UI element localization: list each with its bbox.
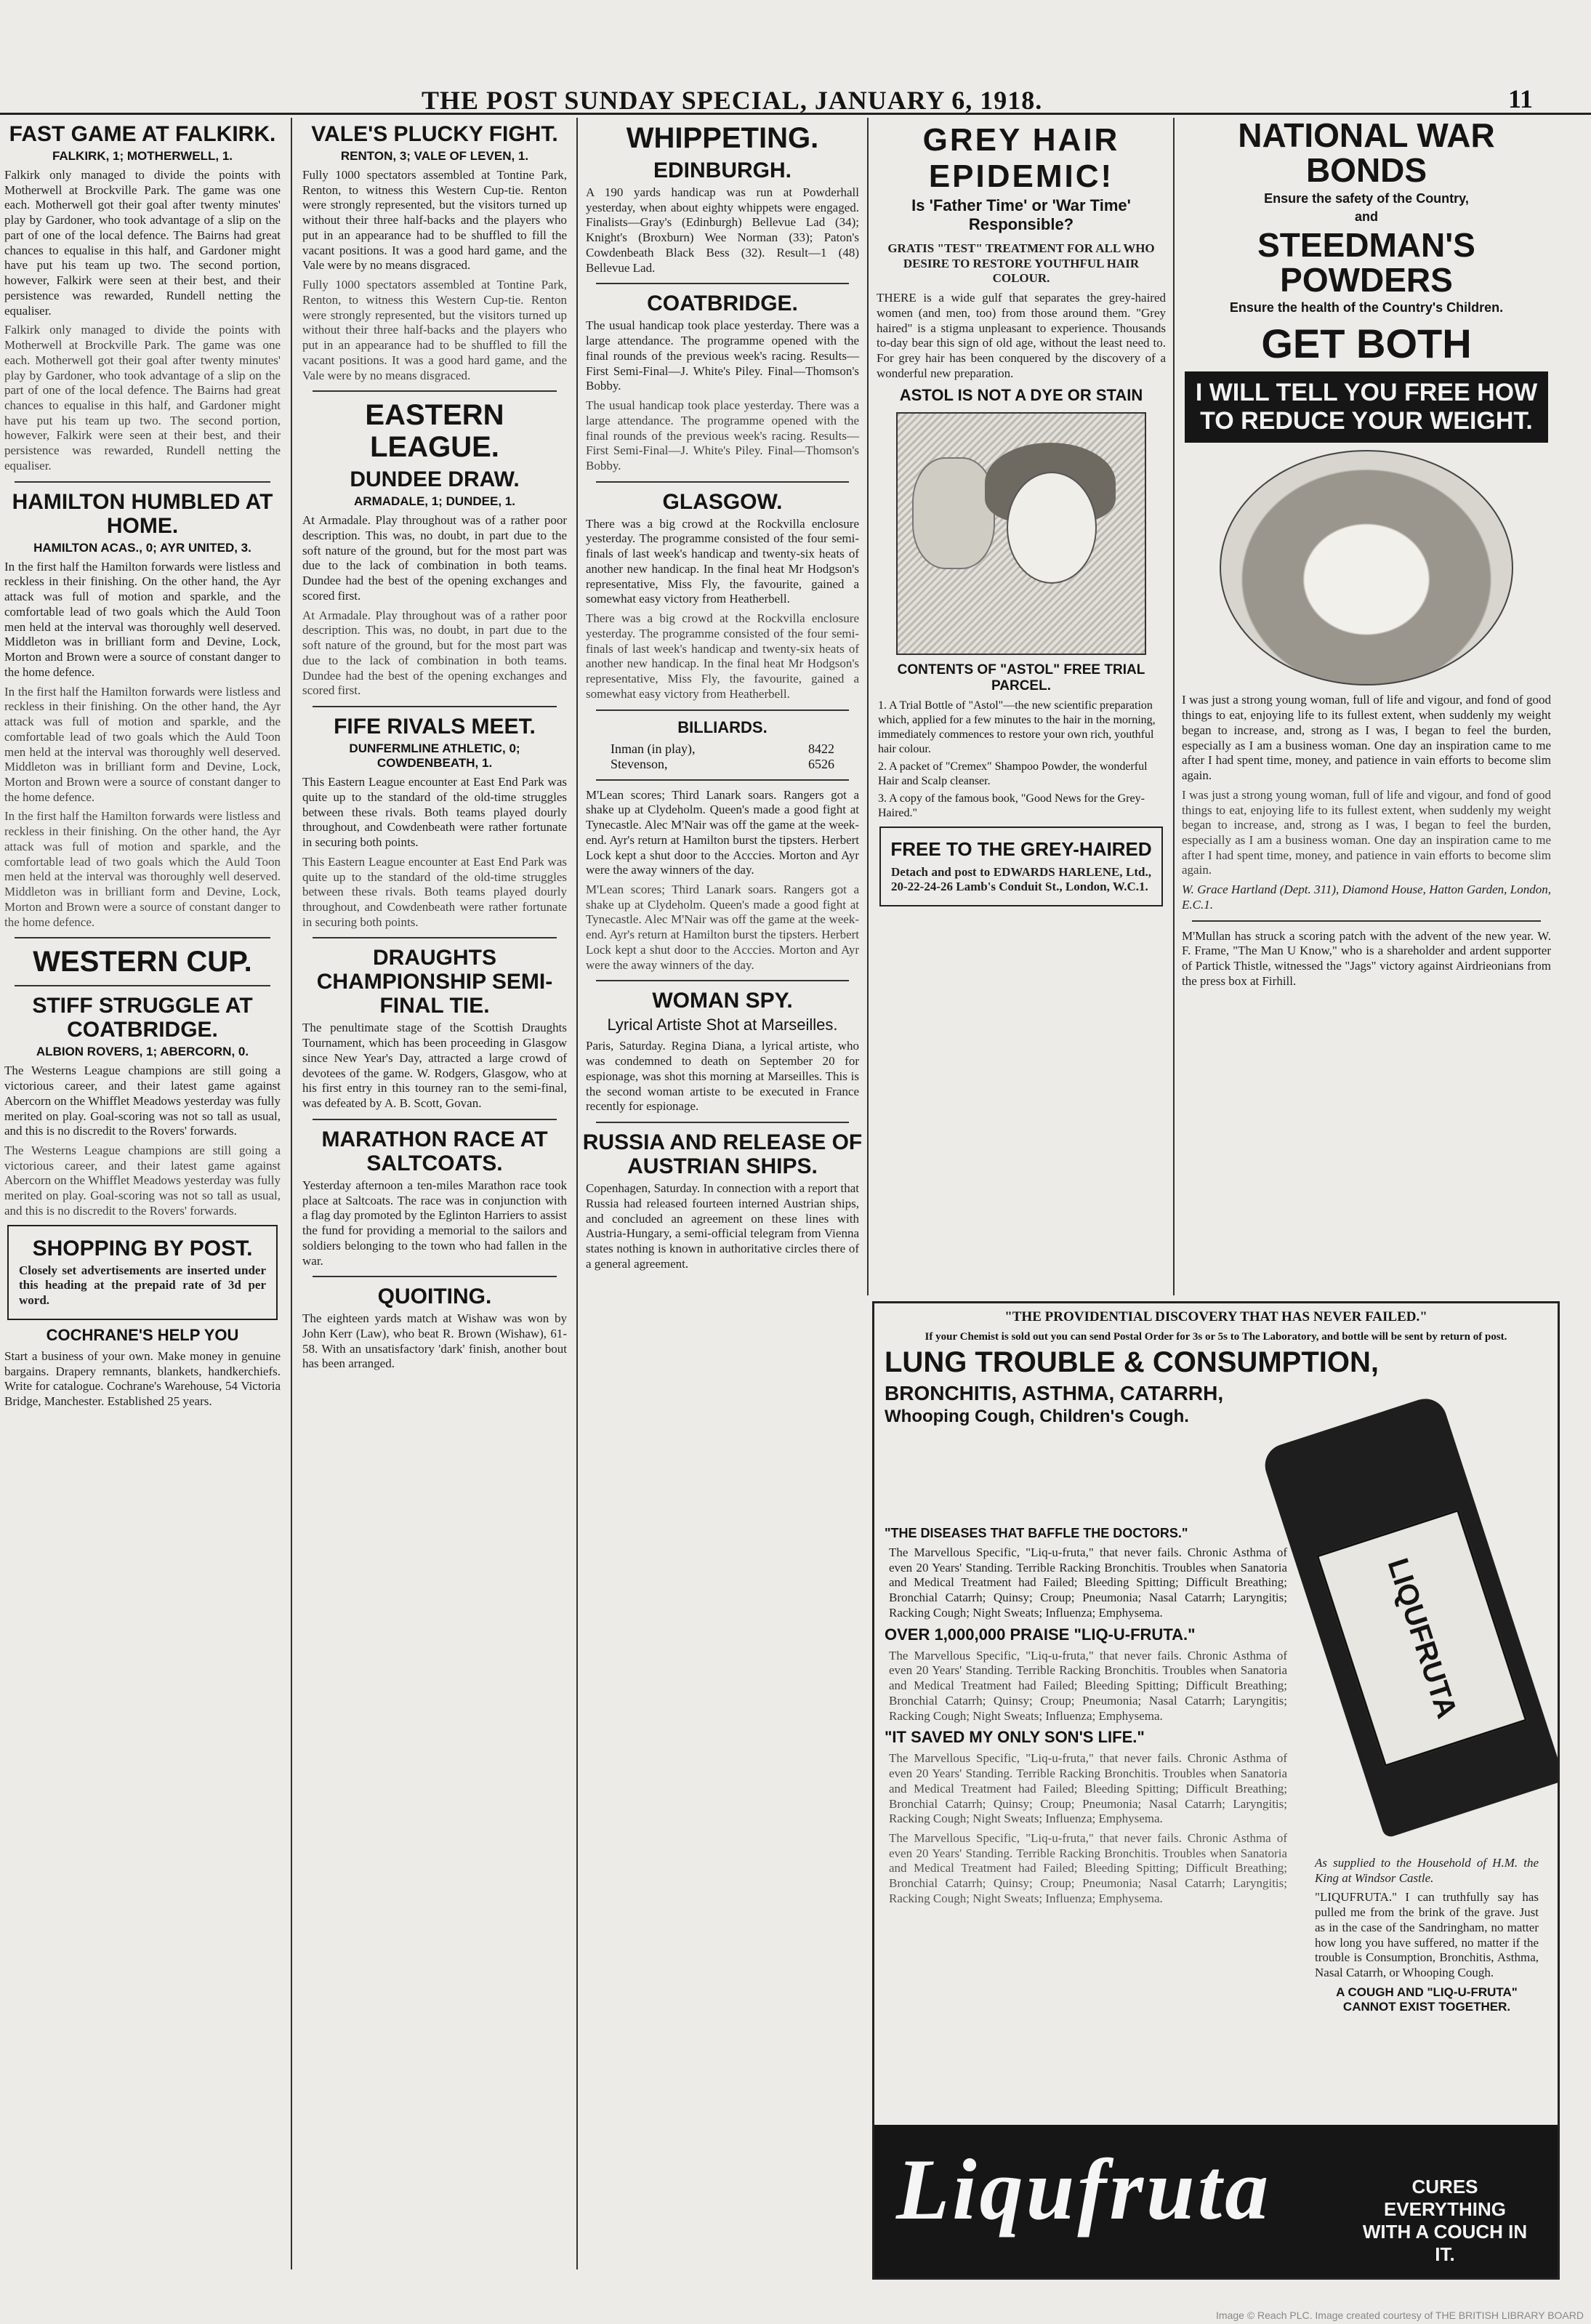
article-coatbridge: The Westerns League champions are still going a victorious career, and their latest game against Abercorn on the Whifflet Meadows yesterday was fully merited on play. Goal-scoring was not so tall as usual, and this is no discredit to the Rovers' forwards. bbox=[4, 1064, 281, 1138]
list-item: 3. A copy of the famous book, "Good News for the Grey-Haired." bbox=[878, 792, 1145, 819]
headline-billiards: BILLIARDS. bbox=[677, 717, 768, 736]
steedman-title: STEEDMAN'S POWDERS bbox=[1257, 225, 1475, 299]
headline-fife: FIFE RIVALS MEET. bbox=[334, 715, 536, 739]
divider bbox=[596, 980, 849, 981]
headline-western-cup: WESTERN CUP. bbox=[33, 946, 252, 978]
bottle-illustration bbox=[1260, 1394, 1560, 1839]
score-fife: DUNFERMLINE ATHLETIC, 0; COWDENBEATH, 1. bbox=[349, 741, 520, 771]
ad-coupon-address: Detach and post to EDWARDS HARLENE, Ltd., 20-22-24-26 Lamb's Conduit St., London, W.C.1. bbox=[891, 864, 1151, 894]
article-falkirk: Falkirk only managed to divide the points with Motherwell at Brockville Park. The game was one each. Motherwell got their goal after twenty minutes' play by Gardoner, who took advantage of a slip on the part of one of the local defence. The Bairns had great chances to equalise in this half, and Gardoner might have put his team up two. The second portion, however, Falkirk were seen at their best, and their persistence was rewarded, Rundell netting the equaliser. bbox=[4, 323, 281, 473]
article-fife: This Eastern League encounter at East End Park was quite up to the standard of the old-time struggles between these rivals. Both teams played dourly throughout, and Cowdenbeath were rather fortunate in securing both points. bbox=[302, 854, 567, 929]
article-falkirk: Falkirk only managed to divide the points with Motherwell at Brockville Park. The game was one each. Motherwell got their goal after twenty minutes' play by Gardoner, who took advantage of a slip on the part of one of the local defence. The Bairns had great chances to equalise in this half, and Gardoner might have put his team up two. The second portion, however, Falkirk were seen at their best, and their persistence was rewarded, Rundell netting the equaliser. bbox=[4, 168, 281, 318]
lq-sub2: Whooping Cough, Children's Cough. bbox=[885, 1407, 1189, 1426]
weight-ad-portrait bbox=[1220, 450, 1513, 685]
ad-astol-note: ASTOL IS NOT A DYE OR STAIN bbox=[899, 385, 1143, 404]
divider bbox=[596, 709, 849, 711]
lq-top-line: "THE PROVIDENTIAL DISCOVERY THAT HAS NEVER FAILED." bbox=[1004, 1309, 1427, 1324]
ad-war-bonds bbox=[1177, 118, 1555, 1383]
bonds-line: Ensure the safety of the Country, bbox=[1264, 190, 1469, 206]
headline-marathon: MARATHON RACE AT SALTCOATS. bbox=[321, 1127, 548, 1175]
lq-top-note: If your Chemist is sold out you can send Postal Order for 3s or 5s to The Laboratory, and bottle will be sent by return of post. bbox=[925, 1331, 1507, 1343]
headline-coatbridge: STIFF STRUGGLE AT COATBRIDGE. bbox=[32, 994, 253, 1042]
headline-whippeting: WHIPPETING. bbox=[626, 122, 819, 154]
lq-brand-banner bbox=[874, 2125, 1558, 2277]
headline-edinburgh: EDINBURGH. bbox=[653, 158, 792, 182]
shopping-note: Closely set advertisements are inserted under this heading at the prepaid rate of 3d per word. bbox=[19, 1263, 266, 1308]
ad-grey-hair bbox=[872, 118, 1170, 1397]
article-edinburgh: A 190 yards handicap was run at Powderhall yesterday, when about eighty whippets were engaged. Finalists—Gray's (Edinburgh) Bellevue Lad (34); Knight's (Broxburn) Wee Norman (33); Paton's Cowdenbeath Black Bess (32). Result—1 (48) Bellevue Lad. bbox=[586, 185, 859, 275]
column-1 bbox=[0, 118, 285, 2269]
article-glasgow: There was a big crowd at the Rockvilla enclosure yesterday. The programme consisted of the four semi-finals of last week's handicap and twenty-six heats of another new handicap. In the final heat Mr Hodgson's representative, Miss Fly, the favourite, gained a somewhat easy victory from Heatherbell. bbox=[586, 516, 859, 606]
article-hamilton: In the first half the Hamilton forwards were listless and reckless in their finishing. On the other hand, the Ayr attack was full of motion and sparkle, and the comfortable lead of two goals which the Auld Toon men held at the interval was thoroughly well deserved. Middleton was in brilliant form and Devine, Lock, Morton and Brown were a source of constant danger to the home defence. bbox=[4, 809, 281, 929]
article-coatbridge-whippets: The usual handicap took place yesterday. There was a large attendance. The programme opened with the final rounds of the previous week's racing. Results—First Semi-Final—J. White's Piley. Final—Thomson's Bobby. bbox=[586, 318, 859, 393]
article-woman-spy: Paris, Saturday. Regina Diana, a lyrical artiste, who was condemned to death on September 20 for espionage, was shot this morning at Marseilles. This is the second woman artiste to be executed in France recently for espionage. bbox=[586, 1039, 859, 1114]
divider bbox=[15, 985, 270, 986]
player-score: 6526 bbox=[808, 756, 834, 771]
headline-quoiting: QUOITING. bbox=[377, 1284, 492, 1309]
column-3 bbox=[581, 118, 863, 2269]
list-item: 1. A Trial Bottle of "Astol"—the new scientific preparation which, applied for a few minutes to the hair in the morning, immediately commences to restore your own rich, youthful hair colour. bbox=[878, 699, 1156, 755]
lq-royal: As supplied to the Household of H.M. the King at Windsor Castle. bbox=[1315, 1856, 1539, 1885]
page-number: 11 bbox=[1507, 84, 1533, 113]
article-hamilton: In the first half the Hamilton forwards were listless and reckless in their finishing. On the other hand, the Ayr attack was full of motion and sparkle, and the comfortable lead of two goals which the Auld Toon men held at the interval was thoroughly well deserved. Middleton was in brilliant form and Devine, Lock, Morton and Brown were a source of constant danger to the home defence. bbox=[4, 559, 281, 679]
lq-sub3: "THE DISEASES THAT BAFFLE THE DOCTORS." bbox=[885, 1526, 1188, 1540]
billiards-row bbox=[611, 741, 834, 757]
score-vale: RENTON, 3; VALE OF LEVEN, 1. bbox=[340, 149, 529, 163]
lq-specific: The Marvellous Specific, "Liq-u-fruta," that never fails. Chronic Asthma of even 20 Years' Standing. Terrible Racking Bronchitis. Troubles when Sanatoria and Medical Treatment had Failed; Bleeding Spitting; Difficult Breathing; Bronchial Catarrh; Quinsy; Croup; Pneumonia; Nasal Catarrh; Laryngitis; Racking Cough; Night Sweats; Influenza; Emphysema. bbox=[889, 1648, 1287, 1723]
article-fife: This Eastern League encounter at East End Park was quite up to the standard of the old-time struggles between these rivals. Both teams played dourly throughout, and Cowdenbeath were rather fortunate in securing both points. bbox=[302, 775, 567, 850]
article-dundee: At Armadale. Play throughout was of a rather poor description. This was, no doubt, in part due to the soft nature of the ground, but for the most part was due to the lack of combination in both teams. Dundee had the best of the opening exchanges and scored first. bbox=[302, 608, 567, 698]
ad-grey-headline: GREY HAIR EPIDEMIC! bbox=[922, 122, 1120, 194]
bottle-label-text: LIQUFRUTA bbox=[1381, 1554, 1463, 1722]
ad-cochrane: Start a business of your own. Make money in genuine bargains. Drapery remnants, blankets, handkerchiefs. Write for catalogue. Cochrane's Warehouse, 54 Victoria Bridge, Manchester. Established 25 years. bbox=[4, 1348, 281, 1409]
ad-free-title: FREE TO THE GREY-HAIRED bbox=[890, 837, 1152, 860]
article-notes: M'Lean scores; Third Lanark soars. Rangers got a shake up at Clydeholm. Queen's made a good fight at Tynecastle. Alec M'Nair was off the game at the week-end. Ayr's return at Hamilton burst the tipsters. Herbert Lock kept a shut door to the Acccies. Morton and Ayr were the away winners of the day. bbox=[586, 787, 859, 877]
billiards-scores bbox=[611, 741, 834, 772]
lq-praise: OVER 1,000,000 PRAISE "LIQ-U-FRUTA." bbox=[885, 1625, 1196, 1644]
lq-right bbox=[1310, 1856, 1543, 2019]
headline-dundee: DUNDEE DRAW. bbox=[350, 467, 520, 492]
lq-specific: The Marvellous Specific, "Liq-u-fruta," that never fails. Chronic Asthma of even 20 Years' Standing. Terrible Racking Bronchitis. Troubles when Sanatoria and Medical Treatment had Failed; Bleeding Spitting; Difficult Breathing; Bronchial Catarrh; Quinsy; Croup; Pneumonia; Nasal Catarrh; Laryngitis; Racking Cough; Night Sweats; Influenza; Emphysema. bbox=[889, 1545, 1287, 1620]
subhead-woman-spy: Lyrical Artiste Shot at Marseilles. bbox=[607, 1016, 838, 1034]
article-hamilton: In the first half the Hamilton forwards were listless and reckless in their finishing. On the other hand, the Ayr attack was full of motion and sparkle, and the comfortable lead of two goals which the Auld Toon men held at the interval was thoroughly well deserved. Middleton was in brilliant form and Devine, Lock, Morton and Brown were a source of constant danger to the home defence. bbox=[4, 684, 281, 804]
player-name: Stevenson, bbox=[611, 756, 668, 771]
lq-testimonial: "LIQUFRUTA." I can truthfully say has pulled me from the brink of the grave. Just as in the case of the Sandringham, no matter how long you have suffered, no matter if the trouble is Consumption, Bronchitis, Asthma, Nasal Catarrh, or Whooping Cough. bbox=[1315, 1890, 1539, 1980]
get-both: GET BOTH bbox=[1261, 321, 1472, 367]
lq-couch: A COUGH AND "LIQ-U-FRUTA" CANNOT EXIST TOGETHER. bbox=[1336, 1985, 1518, 2014]
divider bbox=[313, 706, 557, 707]
article-vale: Fully 1000 spectators assembled at Tontine Park, Renton, to witness this Western Cup-tie. Renton were strongly represented, but the visitors turned up without their three half-backs and the players who put in an appearance had to be shuffled to fill the vacant positions. It was a good hard game, and the Vale were by no means disgraced. bbox=[302, 278, 567, 382]
weight-ad-body: I was just a strong young woman, full of life and vigour, and fond of good things to eat, enjoying life to its fullest extent, when suddenly my weight began to increase, and, strong as I was, I began to feel the burden, especially as I am a business woman. One day an inspiration came to me after I had spent time, money, and patience in vain efforts to become slim again. bbox=[1182, 693, 1551, 783]
article-glasgow: There was a big crowd at the Rockvilla enclosure yesterday. The programme consisted of the four semi-finals of last week's handicap and twenty-six heats of another new handicap. In the final heat Mr Hodgson's representative, Miss Fly, the favourite, gained a somewhat easy victory from Heatherbell. bbox=[586, 611, 859, 701]
divider bbox=[313, 937, 557, 938]
weight-ad-body: I was just a strong young woman, full of life and vigour, and fond of good things to eat, enjoying life to its fullest extent, when suddenly my weight began to increase, and, strong as I was, I began to feel the burden, especially as I am a business woman. One day an inspiration came to me after I had spent time, money, and patience in vain efforts to become slim again. bbox=[1182, 787, 1551, 877]
column-rule bbox=[867, 118, 869, 1295]
ad-coupon[interactable] bbox=[879, 827, 1163, 906]
lq-saved: "IT SAVED MY ONLY SON'S LIFE." bbox=[885, 1728, 1145, 1747]
article-draughts: The penultimate stage of the Scottish Draughts Tournament, which has been proceeding in Glasgow since New Year's Day, attracted a large crowd of devotees of the game. W. Rodgers, Glasgow, who at his first entry in this tourney ran to the semi-final, was defeated by A. B. Scott, Govan. bbox=[302, 1021, 567, 1111]
ad-grey-subhead: Is 'Father Time' or 'War Time' Responsible? bbox=[911, 196, 1131, 233]
headline-draughts: DRAUGHTS CHAMPIONSHIP SEMI-FINAL TIE. bbox=[316, 946, 553, 1018]
headline-coatbridge-whippets: COATBRIDGE. bbox=[647, 291, 798, 316]
headline-glasgow: GLASGOW. bbox=[662, 489, 783, 514]
divider bbox=[15, 481, 270, 483]
bonds-and: and bbox=[1354, 209, 1378, 224]
column-rule bbox=[291, 118, 292, 2269]
ad-cochrane-title: COCHRANE'S HELP YOU bbox=[46, 1325, 239, 1344]
lq-sub1: BRONCHITIS, ASTHMA, CATARRH, bbox=[885, 1382, 1224, 1404]
woman-face bbox=[1007, 472, 1097, 584]
masthead bbox=[0, 76, 1591, 115]
headline-hamilton: HAMILTON HUMBLED AT HOME. bbox=[12, 489, 273, 538]
bottle-label bbox=[1316, 1509, 1527, 1767]
ad-contents-list bbox=[878, 699, 1164, 821]
article-quoiting: The eighteen yards match at Wishaw was won by John Kerr (Law), who beat R. Brown (Wishaw), 61-58. With an unsatisfactory 'dark' finish, another bout has been arranged. bbox=[302, 1311, 567, 1371]
article-coatbridge-whippets: The usual handicap took place yesterday. There was a large attendance. The programme opened with the final rounds of the previous week's racing. Results—First Semi-Final—J. White's Piley. Final—Thomson's Bobby. bbox=[586, 398, 859, 473]
headline-falkirk: FAST GAME AT FALKIRK. bbox=[9, 122, 276, 146]
lq-body bbox=[885, 1521, 1292, 1911]
column-2 bbox=[298, 118, 571, 2269]
article-russia: Copenhagen, Saturday. In connection with a report that Russia had released fourteen interned Austrian ships, and concluded an agreement on these lines with Austria-Hungary, a semi-official telegram from Vienna states nothing is known in authoritative circles there of a general agreement. bbox=[586, 1181, 859, 1271]
article-marathon: Yesterday afternoon a ten-miles Marathon race took place at Saltcoats. The race was in conjunction with a flag day promoted by the Eglinton Harriers to assist the fund for providing a memorial to the sailors and soldiers belonging to the town who had fallen in the war. bbox=[302, 1178, 567, 1268]
article-vale: Fully 1000 spectators assembled at Tontine Park, Renton, to witness this Western Cup-tie. Renton were strongly represented, but the visitors turned up without their three half-backs and the players who put in an appearance had to be shuffled to fill the vacant positions. It was a good hard game, and the Vale were by no means disgraced. bbox=[302, 168, 567, 273]
bonds-title: NATIONAL WAR BONDS bbox=[1238, 118, 1495, 190]
score-hamilton: HAMILTON ACAS., 0; AYR UNITED, 3. bbox=[33, 540, 251, 555]
father-time-figure bbox=[912, 457, 995, 569]
ad-grey-illustration bbox=[896, 412, 1146, 655]
player-score: 8422 bbox=[808, 741, 834, 756]
column-rule bbox=[1173, 118, 1175, 1295]
article-notes: M'Lean scores; Third Lanark soars. Rangers got a shake up at Clydeholm. Queen's made a good fight at Tynecastle. Alec M'Nair was off the game at the week-end. Ayr's return at Hamilton burst the tipsters. Herbert Lock kept a shut door to the Acccies. Morton and Ayr were the away winners of the day. bbox=[586, 882, 859, 972]
divider bbox=[313, 1119, 557, 1120]
steedman-line: Ensure the health of the Country's Children. bbox=[1229, 300, 1504, 315]
score-falkirk: FALKIRK, 1; MOTHERWELL, 1. bbox=[52, 149, 233, 163]
article-jottings: M'Mullan has struck a scoring patch with the advent of the new year. W. F. Frame, "The Man U Know," who is a shareholder and ardent supporter of Partick Thistle, witnessed the "Jags" victory against Airdrieonians from the press box at Firhill. bbox=[1182, 928, 1551, 988]
headline-russia: RUSSIA AND RELEASE OF AUSTRIAN SHIPS. bbox=[582, 1130, 863, 1179]
divider bbox=[596, 1122, 849, 1123]
divider bbox=[596, 283, 849, 284]
headline-vale: VALE'S PLUCKY FIGHT. bbox=[311, 122, 558, 146]
score-dundee: ARMADALE, 1; DUNDEE, 1. bbox=[354, 494, 515, 509]
ad-bonds-block bbox=[1177, 118, 1555, 367]
headline-shopping: SHOPPING BY POST. bbox=[32, 1236, 253, 1260]
divider bbox=[313, 1276, 557, 1277]
divider bbox=[596, 779, 849, 781]
ad-grey-body: THERE is a wide gulf that separates the grey-haired women (and men, too) from those around them. "Grey haired" is a stigma unpleasant to experience. Thousands to-day bear this sign of old age, without the least need to. For grey hair has been conquered by the discovery of a wonderful new preparation. bbox=[877, 291, 1166, 380]
weight-ad-banner: I WILL TELL YOU FREE HOW TO REDUCE YOUR WEIGHT. bbox=[1185, 371, 1548, 443]
player-name: Inman (in play), bbox=[611, 741, 696, 756]
article-coatbridge: The Westerns League champions are still going a victorious career, and their latest game against Abercorn on the Whifflet Meadows yesterday was fully merited on play. Goal-scoring was not so tall as usual, and this is no discredit to the Rovers' forwards. bbox=[4, 1143, 281, 1218]
headline-eastern-league: EASTERN LEAGUE. bbox=[365, 399, 504, 464]
shopping-by-post bbox=[7, 1225, 278, 1320]
ad-contents-title: CONTENTS OF "ASTOL" FREE TRIAL PARCEL. bbox=[897, 662, 1145, 693]
billiards-row bbox=[611, 757, 834, 772]
divider bbox=[596, 481, 849, 483]
ad-liqufruta bbox=[872, 1301, 1560, 2280]
lq-tagline: CURES EVERYTHING WITH A COUCH IN IT. bbox=[1362, 2176, 1528, 2265]
score-coatbridge: ALBION ROVERS, 1; ABERCORN, 0. bbox=[36, 1045, 249, 1059]
page-title: THE POST SUNDAY SPECIAL, JANUARY 6, 1918. bbox=[422, 86, 1043, 115]
headline-woman-spy: WOMAN SPY. bbox=[652, 989, 793, 1013]
column-rule bbox=[576, 118, 578, 2269]
divider bbox=[1192, 920, 1541, 922]
divider bbox=[15, 937, 270, 938]
lq-brand-name: Liqufruta bbox=[896, 2141, 1272, 2237]
lq-headline: LUNG TROUBLE & CONSUMPTION, bbox=[885, 1346, 1379, 1378]
list-item: 2. A packet of "Cremex" Shampoo Powder, the wonderful Hair and Scalp cleanser. bbox=[878, 760, 1148, 787]
ad-grey-offer: GRATIS "TEST" TREATMENT FOR ALL WHO DESIRE TO RESTORE YOUTHFUL HAIR COLOUR. bbox=[887, 241, 1155, 286]
lq-specific: The Marvellous Specific, "Liq-u-fruta," that never fails. Chronic Asthma of even 20 Years' Standing. Terrible Racking Bronchitis. Troubles when Sanatoria and Medical Treatment had Failed; Bleeding Spitting; Difficult Breathing; Bronchial Catarrh; Quinsy; Croup; Pneumonia; Nasal Catarrh; Laryngitis; Racking Cough; Night Sweats; Influenza; Emphysema. bbox=[889, 1751, 1287, 1826]
lq-specific: The Marvellous Specific, "Liq-u-fruta," that never fails. Chronic Asthma of even 20 Years' Standing. Terrible Racking Bronchitis. Troubles when Sanatoria and Medical Treatment had Failed; Bleeding Spitting; Difficult Breathing; Bronchial Catarrh; Quinsy; Croup; Pneumonia; Nasal Catarrh; Laryngitis; Racking Cough; Night Sweats; Influenza; Emphysema. bbox=[889, 1831, 1287, 1905]
weight-ad-signature: W. Grace Hartland (Dept. 311), Diamond House, Hatton Garden, London, E.C.1. bbox=[1182, 882, 1551, 912]
article-dundee: At Armadale. Play throughout was of a rather poor description. This was, no doubt, in part due to the soft nature of the ground, but for the most part was due to the lack of combination in both teams. Dundee had the best of the opening exchanges and scored first. bbox=[302, 513, 567, 603]
divider bbox=[313, 390, 557, 392]
image-credit: Image © Reach PLC. Image created courtesy of THE BRITISH LIBRARY BOARD bbox=[1216, 2309, 1584, 2321]
